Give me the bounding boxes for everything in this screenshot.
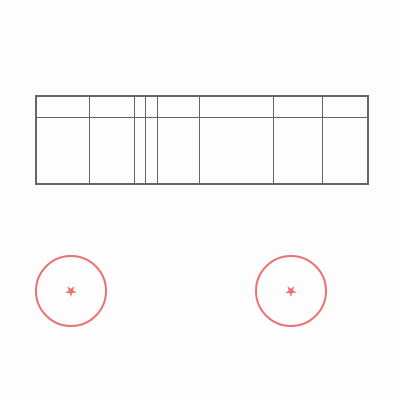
seal-right-stamp — [255, 255, 327, 327]
row-package — [146, 118, 157, 184]
table-row — [37, 118, 368, 184]
header-amount — [323, 97, 368, 118]
row-lot — [135, 118, 146, 184]
seal-left-svg — [37, 257, 105, 325]
row-amount — [323, 118, 368, 184]
header-supplier — [273, 97, 322, 118]
row-plan-title — [200, 118, 274, 184]
row-supplier — [273, 118, 322, 184]
row-project-name — [90, 118, 135, 184]
seal-right-svg — [257, 257, 325, 325]
header-project-no — [37, 97, 90, 118]
seal-right-arc-text — [257, 257, 325, 325]
award-table-wrapper — [35, 95, 369, 185]
row-content — [157, 118, 200, 184]
seal-left-stamp — [35, 255, 107, 327]
award-table — [36, 96, 368, 184]
header-project-name — [90, 97, 135, 118]
table-header-row — [37, 97, 368, 118]
seal-left-arc-text — [37, 257, 105, 325]
row-project-no — [37, 118, 90, 184]
header-package — [146, 97, 157, 118]
header-lot — [135, 97, 146, 118]
header-plan-title — [200, 97, 274, 118]
header-content — [157, 97, 200, 118]
